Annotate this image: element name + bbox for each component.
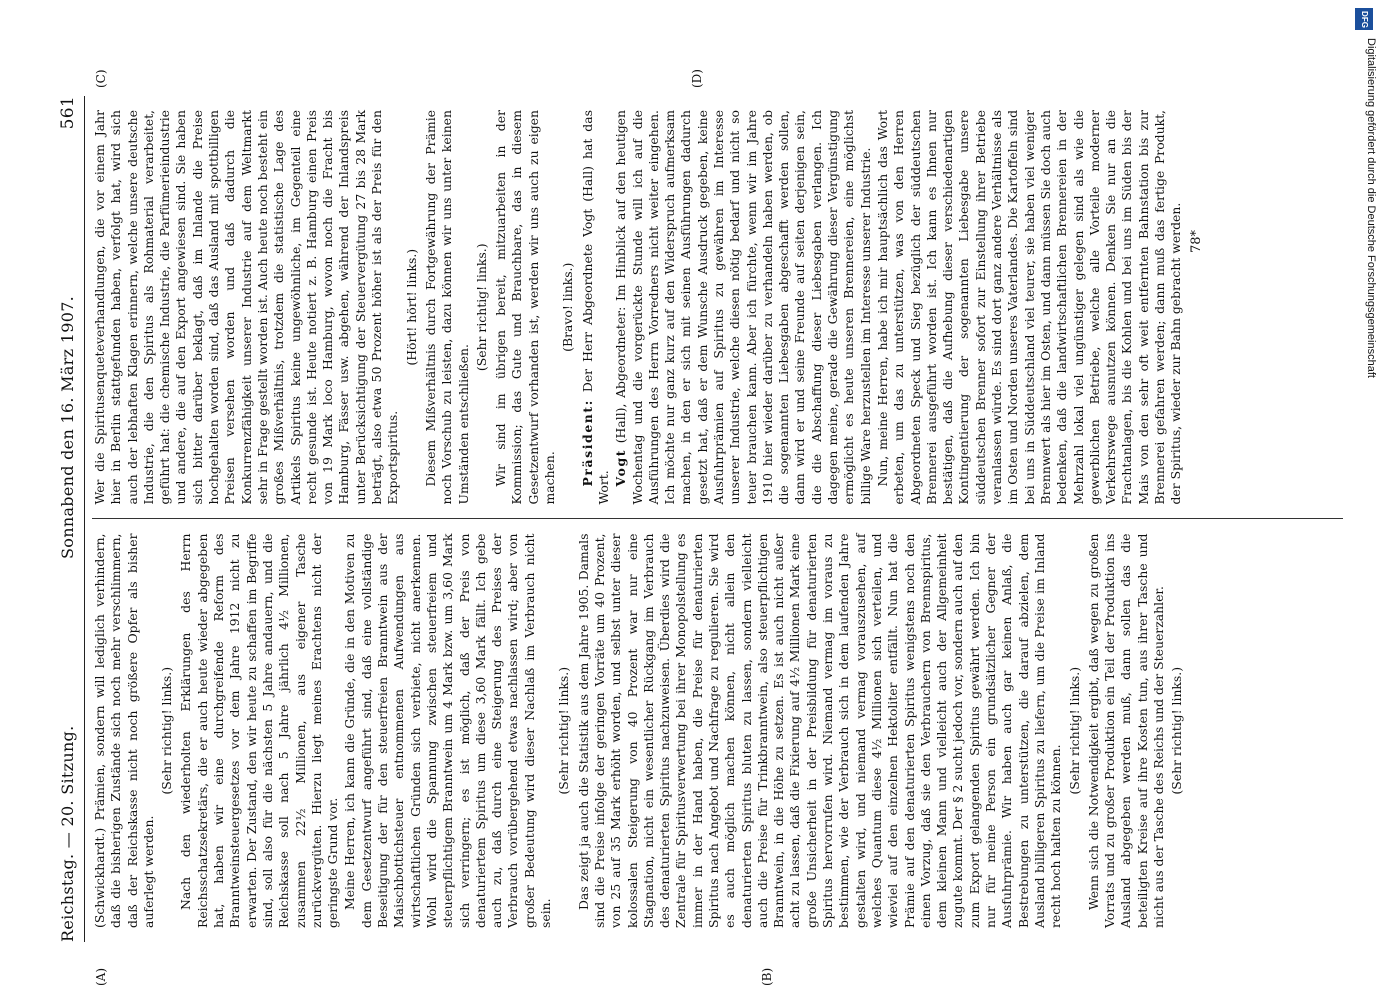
- margin-mark-b: (B): [760, 967, 774, 986]
- paragraph: Wir sind im übrigen bereit, mitzuarbeiten in der Kommission; das Gute und Brauchbare, das in diesem Gesetzentwurf vorhanden ist, werden wir uns auch zu eigen machen.: [493, 110, 558, 505]
- right-column: [92, 96, 1343, 519]
- interjection: (Sehr richtig! links.): [473, 243, 489, 372]
- interjection: (Sehr richtig! links.): [1169, 666, 1185, 795]
- paragraph: Diesem Mißverhältnis durch Fortgewährung der Prämie noch Vorschub zu leisten, dazu können wir uns unter keinen Umständen entschließen.: [422, 110, 471, 505]
- speaker-paragraph: [580, 110, 613, 505]
- margin-mark-c: (C): [94, 69, 108, 88]
- interjection: (Sehr richtig! links.): [159, 666, 175, 795]
- speaker-text: (Hall), Abgeordneter: Im Hinblick auf den heutigen Wochentag und die vorgerückte Stunde will ich auf die Ausführungen des Herrn Vorredners nicht weiter eingehen. Ich möchte nur ganz kurz auf den Widerspruch aufmerksam machen, in den er sich mit seinen Ausführungen dadurch gesetzt hat, daß er dem Wunsche Ausdruck gegeben, keine Ausfuhrprämien auf Spiritus zu gewähren im Interesse unserer Industrie, welche diesen nötig bedarf und nicht so teuer brauchen kann. Aber ich fürchte, wenn wir im Jahre 1910 hier wieder darüber zu verhandeln haben werden, ob die sogenannten Liebesgaben abgeschafft werden sollen, dann wird er und seine Freunde auf seiten derjenigen sein, die die Abschaffung dieser Liebesgaben verlangen. Ich dagegen meine, gerade die Gewährung dieser Vergünstigung ermöglicht es heute unseren Brennereien, eine möglichst billige Ware herzustellen im Interesse unserer Industrie.: [613, 110, 873, 505]
- dfg-logo: DFG: [1355, 8, 1373, 30]
- header-left: Reichstag. — 20. Sitzung.: [58, 725, 77, 942]
- speaker-paragraph: [613, 110, 874, 505]
- credit-text: Digitalisierung gefördert durch die Deutsche Forschungsgemeinschaft: [1365, 38, 1377, 378]
- paragraph: Meine Herren, ich kann die Gründe, die in den Motiven zu dem Gesetzentwurf angeführt sind, daß eine vollständige Beseitigung der für den steuerfreien Branntwein aus der Maischbottichsteuer entnommenen Aufwendungen aus wirtschaftlichen Gründen sich verbiete, nicht anerkennen. Wohl wird die Spannung zwischen steuerfreiem und steuerpflichtigem Branntwein um 4 Mark bzw. um 3,60 Mark sich verringern; es ist möglich, daß der Preis von denaturiertem Spiritus um diese 3,60 Mark fällt. Ich gebe auch zu, daß durch eine Steigerung des Preises der Verbrauch vorübergehend etwas nachlassen wird; aber von großer Bedeutung wird dieser Nachlaß im Verbrauch nicht sein.: [342, 533, 554, 928]
- paragraph: Wer die Spiritusenqueteverhandlungen, die vor einem Jahr hier in Berlin stattgefunden haben, verfolgt hat, wird sich auch der lebhaften Klagen erinnern, welche unsere deutsche Industrie, die den Spiritus als Rohmaterial verarbeitet, geführt hat: die chemische Industrie, die Parfümerieindustrie und andere, die auf den Export angewiesen sind. Sie haben sich bitter darüber beklagt, daß im Inlande die Preise hochgehalten worden sind, daß das Ausland mit spottbilligen Preisen versehen worden und daß dadurch die Konkurrenzfähigkeit unserer Industrie auf dem Weltmarkt sehr in Frage gestellt worden ist. Auch heute noch besteht ein großes Mißverhältnis, trotzdem die statistische Lage des Artikels Spiritus keine ungewöhnliche, im Gegenteil eine recht gesunde ist. Heute notiert z. B. Hamburg einen Preis von 19 Mark loco Hamburg, wovon noch die Fracht bis Hamburg, Fässer usw. abgehen, während der Inlandspreis unter Berücksichtigung der Steuervergütung 27 bis 28 Mark beträgt, also etwa 50 Prozent höher ist als der Preis für den Exportspiritus.: [92, 110, 401, 505]
- interjection: (Bravo! links.): [560, 262, 576, 352]
- margin-mark-d: (D): [690, 69, 704, 88]
- paragraph: Nun, meine Herren, habe ich mir hauptsächlich das Wort erbeten, um das zu unterstützen, was von den Herren Abgeordneten Speck und Sieg bezüglich der süddeutschen Brennerei ausgeführt worden ist. Ich kann es Ihnen nur bestätigen, daß die Aufhebung dieser verschiedenartigen Kontingentierung der sogenannten Liebesgabe unsere süddeutschen Brenner sofort zur Einstellung ihrer Betriebe veranlassen würde. Es sind dort ganz andere Verhältnisse als im Osten und Norden unseres Vaterlandes. Die Kartoffeln sind bei uns in Süddeutschland viel teurer, sie haben viel weniger Brennwert als hier im Osten, und dann müssen Sie doch auch bedenken, daß die landwirtschaftlichen Brennereien in der Mehrzahl lokal viel ungünstiger gelegen sind als wie die gewerblichen Betriebe, welche alle Vorteile moderner Verkehrswege ausnutzen können. Denken Sie nur an die Frachtanlagen, bis die Kohlen und bei uns im Süden bis der Mais von den sehr oft weit entfernten Bahnstation bis zur Brennerei gefahren werden; dann muß das fertige Produkt, der Spiritus, wieder zur Bahn gebracht werden.: [874, 110, 1184, 505]
- interjection: (Sehr richtig! links.): [1066, 666, 1082, 795]
- interjection: (Hört! hört! links.): [403, 248, 419, 366]
- interjection: (Sehr richtig! links.): [556, 666, 572, 795]
- left-column: [92, 519, 1343, 943]
- speaker-name: Vogt: [613, 448, 629, 487]
- margin-mark-a: (A): [94, 967, 108, 986]
- paragraph: Nach den wiederholten Erklärungen des Herrn Reichsschatzsekretärs, die er auch heute wieder abgegeben hat, haben wir eine durchgreifende Reform des Branntweinsteuergesetzes vor dem Jahre 1912 nicht zu erwarten. Der Zustand, den wir heute zu schaffen im Begriffe sind, soll also für die nächsten 5 Jahre andauern, und die Reichskasse soll nach 5 Jahre jährlich 4½ Millionen, zusammen 22½ Millionen, aus eigener Tasche zurückvergüten. Hierzu liegt meines Erachtens nicht der geringste Grund vor.: [178, 533, 341, 928]
- sheet-signature: 78*: [1188, 230, 1204, 254]
- paragraph: Wenn sich die Notwendigkeit ergibt, daß wegen zu großen Vorrats und zu großer Produktion ein Teil der Produktion ins Ausland abgegeben werden muß, dann sollen das die beteiligten Kreise auf ihre Kosten tun, aus ihrer Tasche und nicht aus der Tasche des Reichs und der Steuerzahler.: [1085, 533, 1166, 928]
- paragraph: (Schwickhardt.) Prämien, sondern will lediglich verhindern, daß die bisherigen Zustände sich noch mehr verschlimmern, daß der Reichskasse nicht noch größere Opfer als bisher auferlegt werden.: [92, 533, 156, 928]
- digitization-credit: [1353, 8, 1377, 992]
- running-header: [58, 96, 85, 942]
- page-number: 561: [58, 96, 78, 130]
- text-columns: [92, 96, 1343, 942]
- speaker-text: Der Herr Abgeordnete Vogt (Hall) hat das Wort.: [579, 110, 611, 505]
- speaker-name: Präsident:: [579, 399, 595, 487]
- header-center: Sonnabend den 16. März 1907.: [58, 295, 77, 559]
- paragraph: Das zeigt ja auch die Statistik aus dem Jahre 1905. Damals sind die Preise infolge der geringen Vorräte um 40 Prozent, von 25 auf 35 Mark erhöht worden, und selbst unter dieser kolossalen Steigerung von 40 Prozent war nur eine Stagnation, nicht ein wesentlicher Rückgang im Verbrauch des denaturierten Spiritus nachzuweisen. Überdies wird die Zentrale für Spiritusverwertung bei ihrer Monopolstellung es immer in der Hand haben, die Preise für denaturierten Spiritus nach Angebot und Nachfrage zu regulieren. Sie wird es auch möglich machen können, nicht allein den denaturierten Spiritus bluten zu lassen, sondern vielleicht auch die Preise für Trinkbranntwein, also steuerpflichtigen Branntwein, in die Höhe zu setzen. Es ist auch nicht außer acht zu lassen, daß die Fixierung auf 4½ Millionen Mark eine große Unsicherheit in der Preisbildung für denaturierten Spiritus hervorrufen wird. Niemand vermag im voraus zu bestimmen, wie der Verbrauch sich in dem laufenden Jahre gestalten wird, und niemand vermag vorauszusehen, auf welches Quantum diese 4½ Millionen sich verteilen, und wieviel auf den einzelnen Hektoliter entfällt. Nun hat die Prämie auf den denaturierten Spiritus wenigstens noch den einen Vorzug, daß sie den Verbrauchern von Brennspiritus, dem kleinen Mann und vielleicht auch der Allgemeinheit zugute kommt. Der § 2 sucht jedoch vor, sondern auch auf den zum Export gelangenden Spiritus gewährt werden. Ich bin nur für meine Person ein grundsätzlicher Gegner der Ausfuhrprämie. Wir haben auch gar keinen Anlaß, die Bestrebungen zu unterstützen, die darauf abzielen, dem Ausland billigeren Spiritus zu liefern, um die Preise im Inland recht hoch halten zu können.: [575, 533, 1064, 928]
